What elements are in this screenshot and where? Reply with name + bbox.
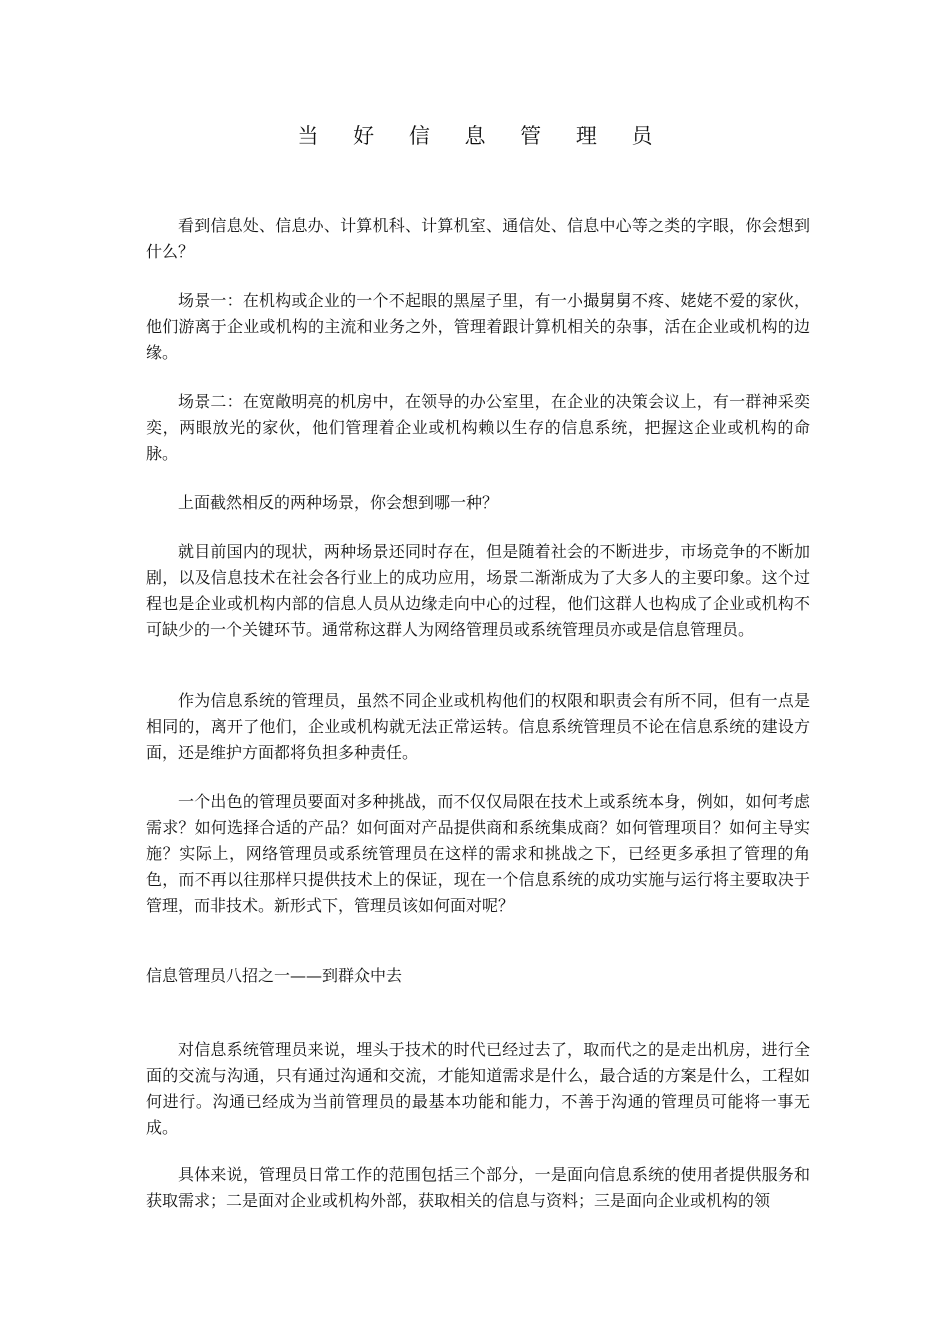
document-title: 当 好 信 息 管 理 员 [297,124,667,148]
paragraph-4: 上面截然相反的两种场景，你会想到哪一种？ [178,493,499,512]
paragraph-2: 场景一：在机构或企业的一个不起眼的黑屋子里，有一小撮舅舅不疼、姥姥不爱的家伙，他们游离于企业或机构的主流和业务之外，管理着跟计算机相关的杂事，活在企业或机构的边缘。 [146,291,810,362]
paragraph-1: 看到信息处、信息办、计算机科、计算机室、通信处、信息中心等之类的字眼，你会想到什么？ [146,216,810,261]
paragraph-7: 一个出色的管理员要面对多种挑战，而不仅仅局限在技术上或系统本身，例如，如何考虑需求？如何选择合适的产品？如何面对产品提供商和系统集成商？如何管理项目？如何主导实施？实际上，网络管理员或系统管理员在这样的需求和挑战之下，已经更多承担了管理的角色，而不再以往那样只提供技术上的保证，现在一个信息系统的成功实施与运行将主要取决于管理，而非技术。新形式下，管理员该如何面对呢？ [146,792,810,915]
paragraph-6: 作为信息系统的管理员，虽然不同企业或机构他们的权限和职责会有所不同，但有一点是相同的，离开了他们，企业或机构就无法正常运转。信息系统管理员不论在信息系统的建设方面，还是维护方面都将负担多种责任。 [146,691,810,762]
section-paragraph-1: 对信息系统管理员来说，埋头于技术的时代已经过去了，取而代之的是走出机房，进行全面的交流与沟通，只有通过沟通和交流，才能知道需求是什么，最合适的方案是什么，工程如何进行。沟通已经成为当前管理员的最基本功能和能力，不善于沟通的管理员可能将一事无成。 [146,1040,810,1137]
paragraph-3: 场景二：在宽敞明亮的机房中，在领导的办公室里，在企业的决策会议上，有一群神采奕奕，两眼放光的家伙，他们管理着企业或机构赖以生存的信息系统，把握这企业或机构的命脉。 [146,392,810,463]
paragraph-5: 就目前国内的现状，两种场景还同时存在，但是随着社会的不断进步，市场竞争的不断加剧，以及信息技术在社会各行业上的成功应用，场景二渐渐成为了大多人的主要印象。这个过程也是企业或机构内部的信息人员从边缘走向中心的过程，他们这群人也构成了企业或机构不可缺少的一个关键环节。通常称这群人为网络管理员或系统管理员亦或是信息管理员。 [146,542,810,639]
section-paragraph-2: 具体来说，管理员日常工作的范围包括三个部分，一是面向信息系统的使用者提供服务和获取需求；二是面对企业或机构外部，获取相关的信息与资料；三是面向企业或机构的领 [146,1165,810,1210]
section-heading: 信息管理员八招之一——到群众中去 [146,966,403,985]
